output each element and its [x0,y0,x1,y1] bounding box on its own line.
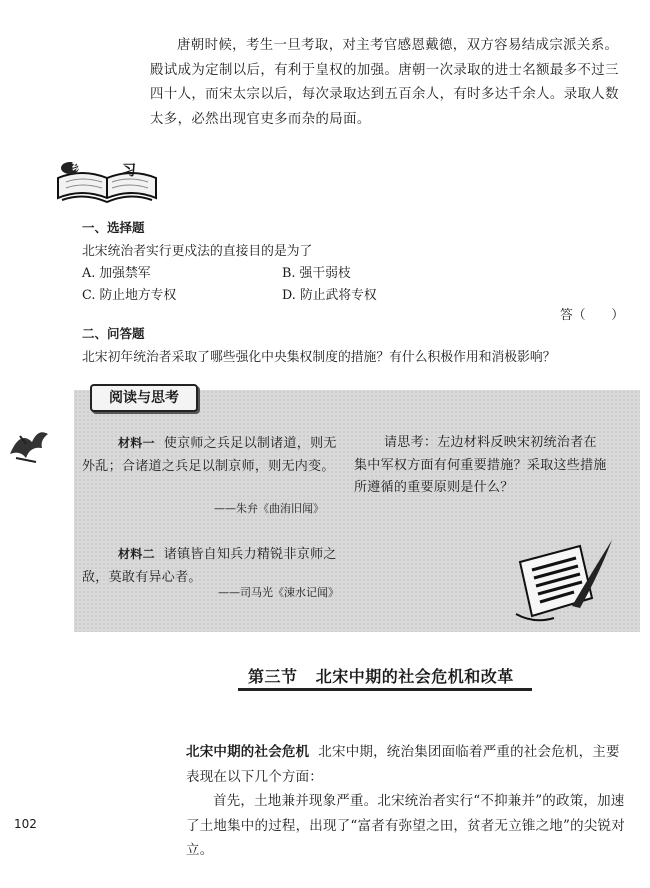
section-title-rule [238,688,532,691]
banner-label-1: 练 [72,159,86,174]
open-book-icon [52,158,162,206]
scroll-quill-icon [514,532,618,624]
section-title [248,664,514,687]
reading-title: 阅读与思考 [90,384,198,412]
material-1-source: ——朱弁《曲洧旧闻》 [214,502,324,515]
material-1-text: 使京师之兵足以制诸道，则无外乱；合诸道之兵足以制京师，则无内变。 [82,436,337,474]
exercise-banner [52,158,162,206]
section-choice-title: 一、选择题 [82,220,145,235]
material-2-text: 诸镇皆自知兵力精锐非京师之敌，莫敢有异心者。 [82,547,337,585]
think-question: 请思考：左边材料反映宋初统治者在集中军权方面有何重要措施？采取这些措施所遵循的重要原则是什么？ [354,435,607,495]
choice-question: 北宋统治者实行更戍法的直接目的是为了 [82,244,313,259]
banner-label-2: 习 [122,163,136,179]
page-number: 102 [14,817,37,831]
intro-paragraph: 唐朝时候，考生一旦考取，对主考官感恩戴德，双方容易结成宗派关系。殿试成为定制以后，有利于皇权的加强。唐朝一次录取的进士名额最多不过三四十人，而宋太宗以后，每次录取达到五百余人，有时多达千余人。录取人数太多，必然出现官吏多而杂的局面。 [150,38,619,127]
option-c: C. 防止地方专权 [82,288,177,303]
material-1 [82,432,344,478]
section-essay-title: 二、问答题 [82,326,145,341]
body-paragraph-1 [186,740,626,789]
essay-question: 北宋初年统治者采取了哪些强化中央集权制度的措施？有什么积极作用和消极影响？ [82,350,556,365]
option-d: D. 防止武将专权 [282,288,377,303]
material-2-label: 材料二 [118,547,155,561]
decorative-bird-icon [6,424,52,464]
material-2-source: ——司马光《涑水记闻》 [218,586,339,599]
material-2 [82,543,344,589]
material-1-label: 材料一 [118,436,155,450]
option-b: B. 强干弱枝 [282,266,351,281]
option-a: A. 加强禁军 [82,266,151,281]
body-paragraph-1-text: 北宋中期，统治集团面临着严重的社会危机，主要表现在以下几个方面： [186,744,620,785]
section-number: 第三节 [248,667,298,686]
body-paragraph-2: 首先，土地兼并现象严重。北宋统治者实行“不抑兼并”的政策，加速了土地集中的过程，出现了“富者有弥望之田，贫者无立锥之地”的尖锐对立。 [186,793,625,858]
answer-blank: 答（ ） [560,308,624,323]
section-name: 北宋中期的社会危机和改革 [315,667,514,686]
body-heading: 北宋中期的社会危机 [186,744,310,760]
